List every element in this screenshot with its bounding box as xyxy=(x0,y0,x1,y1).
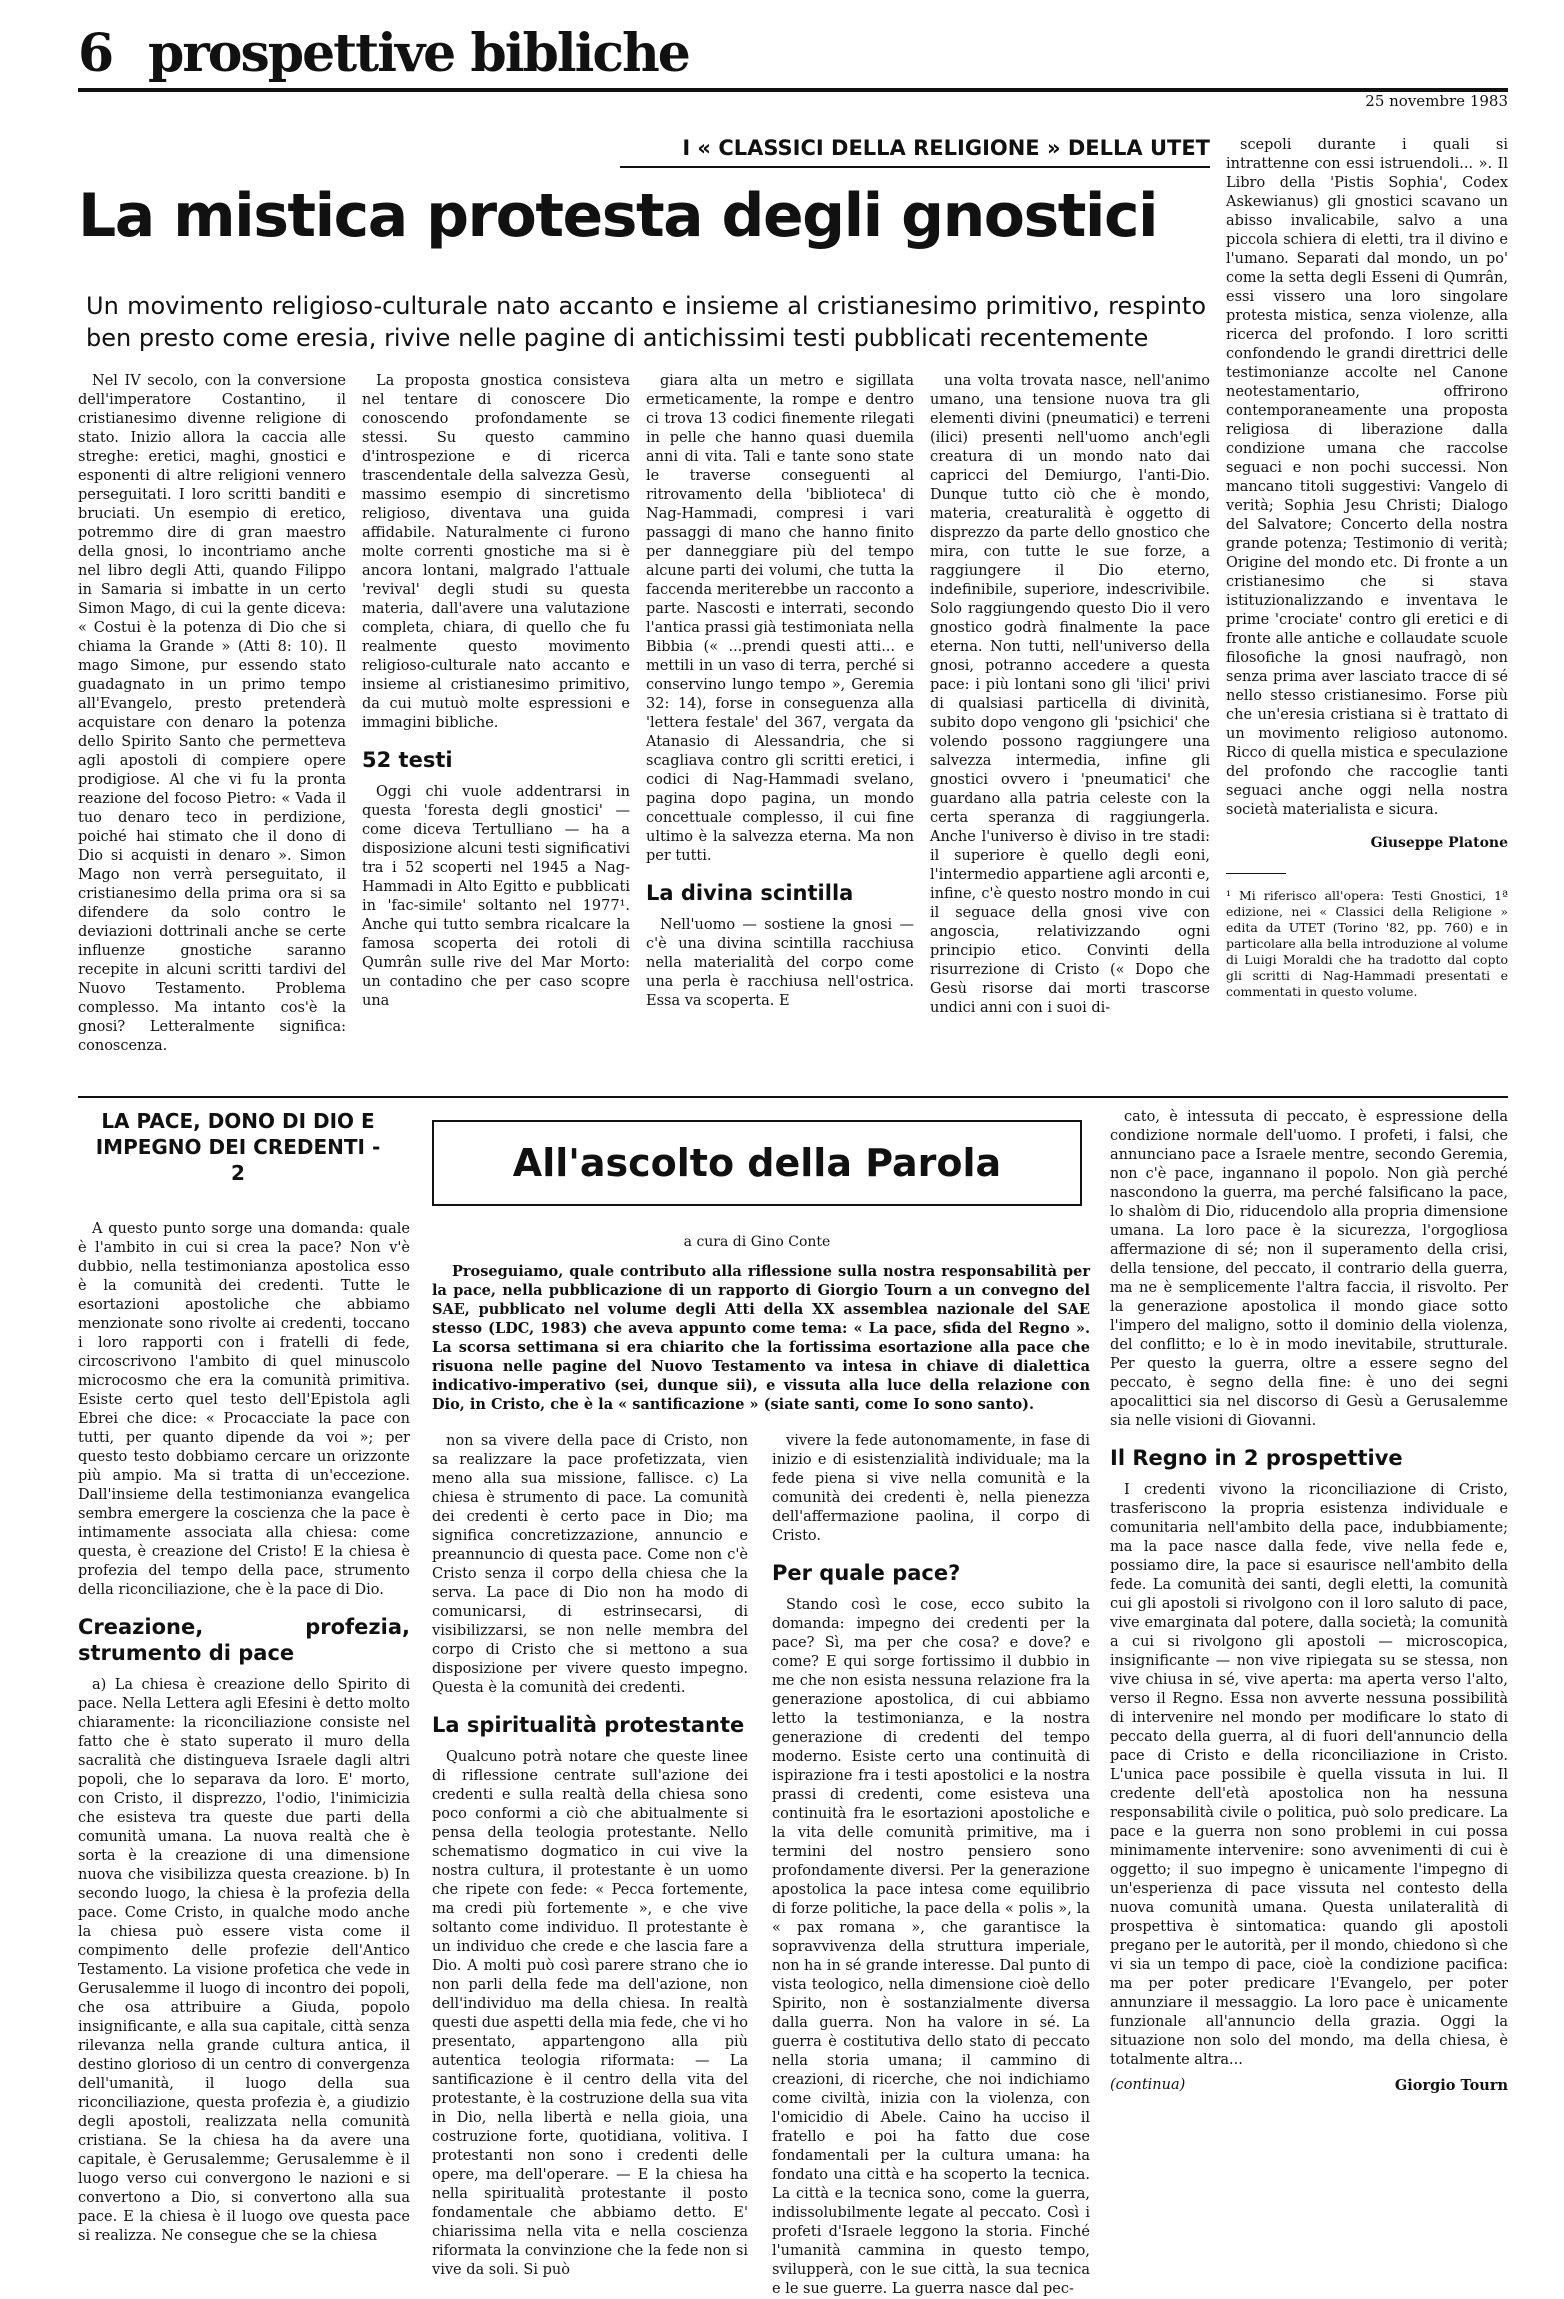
body-text: giara alta un metro e sigillata ermeticamente, la rompe e dentro ci trova 13 codici finemente rilegati in pelle che hanno quasi duemila anni di vita. Tali e tante sono state le traverse conseguenti al ritrovamento della 'biblioteca' di Nag-Hammadi, compresi i vari passaggi di mano che hanno finito per danneggiare più del tempo alcune parti dei volumi, che tutta la faccenda meriterebbe un racconto a parte. Nascosti e interrati, secondo l'antica prassi già testimoniata nella Bibbia (« ...prendi questi atti... e mettili in un vaso di terra, perché si conservino lungo tempo », Geremia 32: 14), forse in conseguenza alla 'lettera festale' del 367, vergata da Atanasio di Alessandria, che si scagliava contro gli scritti eretici, i codici di Nag-Hammadi svelano, pagina dopo pagina, un mondo concettuale complesso, il cui fine ultimo è la salvezza eterna. Ma non per tutti. xyxy=(646,373,914,864)
article1-column-4 xyxy=(930,372,1210,1088)
article2-byline: a cura di Gino Conte xyxy=(683,1234,831,1250)
subheading-spiritualita: La spiritualità protestante xyxy=(432,1713,745,1737)
body-text: Nel IV secolo, con la conversione dell'imperatore Costantino, il cristianesimo divenne religione di stato. Inizio allora la caccia alle streghe: eretici, maghi, gnostici e esponenti di altre religioni vennero perseguitati. I loro scritti banditi e bruciati. Un esempio di eretico, potremmo dire di gran maestro della gnosi, lo incontriamo anche nel libro degli Atti, quando Filippo in Samaria si imbatte in un certo Simon Mago, di cui la gente diceva: « Costui è la potenza di Dio che si chiama la Grande » (Atti 8: 10). Il mago Simone, pur essendo stato guadagnato in un primo tempo all'Evangelo, presto pretenderà acquistare con denaro la potenza dello Spirito Santo che permetteva agli apostoli di compiere opere prodigiose. Al che vi fu la pronta reazione del focoso Pietro: « Vada il tuo denaro teco in perdizione, poiché hai stimato che il dono di Dio si acquisti in denaro ». Simon Mago non verrà perseguitato, il cristianesimo della prima ora si sa difendere da solo contro le deviazioni dottrinali anche se certe influenze gnostiche saranno recepite in alcuni scritti tardivi del Nuovo Testamento. Problema complesso. Ma intanto cos'è la gnosi? Letteralmente significa: conoscenza. xyxy=(78,373,346,1054)
kicker-rule xyxy=(620,166,1210,168)
issue-date: 25 novembre 1983 xyxy=(1365,92,1508,110)
subheading-quale-pace: Per quale pace? xyxy=(772,1561,961,1585)
article-standfirst: Un movimento religioso-culturale nato accanto e insieme al cristianesimo primitivo, respinto ben presto come eresia, rivive nelle pagine di antichissimi testi pubblicati recentemente xyxy=(86,292,1206,352)
article-kicker: I « CLASSICI DELLA RELIGIONE » DELLA UTET xyxy=(682,136,1210,160)
body-text: Oggi chi vuole addentrarsi in questa 'foresta degli gnostici' — come diceva Tertulliano — ha a disposizione alcuni testi significativi tra i 52 scoperti nel 1945 a Nag-Hammadi in Alto Egitto e pubblicati in 'fac-simile' soltanto nel 1977¹. Anche qui tutto sembra ricalcare la famosa scoperta dei rotoli di Qumrân sulle rive del Mar Morto: un contadino che per caso scopre una xyxy=(362,784,630,1009)
article1-column-2 xyxy=(362,372,630,1088)
body-text: cato, è intessuta di peccato, è espressione della condizione normale dell'uomo. I profeti, i falsi, che annunciano pace a Israele mentre, secondo Geremia, non c'è pace, ingannano il popolo. Non già perché nascondono la guerra, ma perché falsificano la pace, lo shalòm di Dio, riducendolo alla propria dimensione umana. La loro pace è la sicurezza, l'orgogliosa affermazione di sé; non il superamento della crisi, della tensione, del peccato, il contrario della guerra, ma ne è semplicemente l'altra faccia, il risvolto. Per la generazione apostolica il mondo giace sotto l'impero del maligno, sotto il dominio della violenza, del conflitto; e lo è in modo inevitabile, strutturale. Per questo la guerra, oltre a essere segno del peccato, è segno della fine: è uno dei segni apocalittici sia nel discorso di Gesù a Gerusalemme sia nelle visioni di Giovanni. xyxy=(1110,1109,1508,1429)
footnote: ¹ Mi riferisco all'opera: Testi Gnostici, 1ª edizione, nei « Classici della Religione » edita da UTET (Torino '82, pp. 760) e in particolare alla bella introduzione al volume di Luigi Moraldi che ha tradotto dal copto gli scritti di Nag-Hammadi presentati e commentati in questo volume. xyxy=(1226,888,1508,999)
article2-author: Giorgio Tourn xyxy=(1394,2077,1508,2094)
section-divider xyxy=(78,1096,1508,1098)
article2-column-1 xyxy=(78,1220,410,2244)
body-text: scepoli durante i quali si intrattenne con essi istruendoli... ». Il Libro della 'Pistis Sophia', Codex Askewianus) gli gnostici scavano un abisso invalicabile, salvo a una piccola schiera di eletti, tra il divino e l'umano. Separati dal mondo, un po' come la setta degli Esseni di Qumrân, essi vissero una loro singolare protesta mistica, senza violenze, alla ricerca del profondo. I loro scritti confondendo le grandi direttrici delle testimonianze accolte nel Canone neotestamentario, offrirono contemporaneamente una proposta religiosa di liberazione dalla condizione umana che raccolse seguaci e non pochi successi. Non mancano titoli suggestivi: Vangelo di verità; Sophia Jesu Christi; Dialogo del Salvatore; Concerto della nostra grande potenza; Testimonio di verità; Origine del mondo etc. Di fronte a un cristianesimo che si stava istituzionalizzando e inventava le prime 'crociate' contro gli eretici e di fronte alle antiche e collaudate scuole filosofiche la gnosi naufragò, non senza prima aver lasciato tracce di sé nello stesso cristianesimo. Forse più che un'eresia cristiana si è trattato di un movimento religioso autonomo. Ricco di quella mistica e speculazione del profondo che raccoglie tanti seguaci anche oggi nella nostra società materialista e sicura. xyxy=(1226,137,1508,818)
article1-column-1 xyxy=(78,372,346,1088)
column-title: All'ascolto della Parola xyxy=(512,1141,1002,1185)
article1-column-5 xyxy=(1226,136,1508,1088)
article2-column-2 xyxy=(432,1432,748,2278)
column-title-box xyxy=(432,1120,1082,1206)
subheading-52-testi: 52 testi xyxy=(362,748,453,772)
article1-column-3 xyxy=(646,372,914,1088)
footnote-rule xyxy=(1226,873,1286,874)
body-text: una volta trovata nasce, nell'animo umano, una tensione nuova tra gli elementi divini (pneumatici) e terreni (ilici) presenti nell'uomo anch'egli creatura di un mondo nato dai capricci del Demiurgo, l'anti-Dio. Dunque tutto ciò che è mondo, materia, creaturalità è oggetto di disprezzo da parte dello gnostico che mira, con tutte le sue forze, a raggiungere il Dio eterno, indefinibile, superiore, indescrivibile. Solo raggiungendo questo Dio il vero gnostico godrà finalmente la pace eterna. Non tutti, nell'universo della gnosi, potranno accedere a questa pace: i più lontani sono gli 'ilici' privi di qualsiasi particella di divinità, subito dopo vengono gli 'psichici' che volendo possono raggiungere una salvezza intermedia, infine gli gnostici ovvero i 'pneumatici' che guardano alla patria celeste con la certa speranza di raggiungerla. Anche l'universo è diviso in tre stadi: il superiore è quello degli eoni, l'intermedio appartiene agli arconti e, infine, c'è questo nostro mondo in cui il seguace della gnosi vive con angoscia, relativizzando ogni principio etico. Convinti della risurrezione di Cristo (« Dopo che Gesù risorse dai morti trascorse undici anni con i suoi di- xyxy=(930,373,1210,1016)
body-text: A questo punto sorge una domanda: quale è l'ambito in cui si crea la pace? Non v'è dubbio, nella testimonianza apostolica esso è la comunità dei credenti. Tutte le esortazioni apostoliche che abbiamo menzionate sono rivolte ai credenti, toccano i loro rapporti con i fratelli di fede, circoscrivono l'ambito di quel minuscolo microcosmo che era la comunità primitiva. Esiste certo quel testo dell'Epistola agli Ebrei che dice: « Procacciate la pace con tutti, per quanto dipende da voi »; per questo testo dobbiamo cercare un orizzonte più ampio. Ma si tratta di un'eccezione. Dall'insieme della testimonianza evangelica sembra emergere la coscienza che la pace è intimamente associata alla chiesa: come questa, è creazione del Cristo! E la chiesa è profezia del tempo della pace, strumento della riconciliazione, che è la pace di Dio. xyxy=(78,1221,410,1598)
section-name: prospettive bibliche xyxy=(148,23,689,84)
body-text: non sa vivere della pace di Cristo, non sa realizzare la pace profetizzata, vien meno alla sua missione, fallisce. c) La chiesa è strumento di pace. La comunità dei credenti è certo pace in Dio; ma significa concretizzazione, annuncio e preannuncio di questa pace. Come non c'è Cristo senza il corpo della chiesa che la serva. La pace di Dio non ha modo di comunicarsi, di estrinsecarsi, di visibilizzarsi, se non nelle membra del corpo di Cristo che si mettono a sua disposizione per vivere questo impegno. Questa è la comunità dei credenti. xyxy=(432,1433,748,1696)
page-number: 6 xyxy=(78,23,114,84)
article2-column-4 xyxy=(1110,1108,1508,2186)
subheading-divina-scintilla: La divina scintilla xyxy=(646,881,854,905)
body-text: a) La chiesa è creazione dello Spirito di pace. Nella Lettera agli Efesini è detto molto chiaramente: la riconciliazione consiste nel fatto che è stato superato il muro della sacralità che distingueva Israele dagli altri popoli, che lo separava da loro. E' morto, con Cristo, il disprezzo, l'odio, l'inimicizia che esisteva tra queste due parti della comunità umana. La nuova realtà che è sorta è la creazione di una dimensione nuova che visibilizza questa creazione. b) In secondo luogo, la chiesa è la profezia della pace. Come Cristo, in qualche modo anche la chiesa può essere vista come il compimento delle profezie dell'Antico Testamento. La visione profetica che vede in Gerusalemme il luogo di incontro dei popoli, che osa attribuire a Giuda, popolo insignificante, e alla sua capitale, città senza rilevanza nella grande cultura antica, il destino glorioso di un centro di convergenza dell'umanità, il luogo della sua riconciliazione, questa profezia è, a giudizio degli apostoli, realizzata nella comunità cristiana. Se la chiesa ha da avere una capitale, è Gerusalemme; Gerusalemme è il luogo verso cui convergono le nazioni e si convertono a Dio, si convertono alla sua pace. E la chiesa è il luogo ove questa pace si realizza. Ne consegue che se la chiesa xyxy=(78,1677,410,2244)
subheading-regno: Il Regno in 2 prospettive xyxy=(1110,1446,1403,1470)
article2-column-3 xyxy=(772,1432,1090,2297)
body-text: Nell'uomo — sostiene la gnosi — c'è una divina scintilla racchiusa nella materialità del corpo come una perla è racchiusa nell'ostrica. Essa va scoperta. E xyxy=(646,917,914,1009)
series-title: LA PACE, DONO DI DIO E IMPEGNO DEI CREDENTI - 2 xyxy=(95,1109,381,1185)
body-text: vivere la fede autonomamente, in fase di inizio e di esistenzialità individuale; ma la fede piena si vive nella comunità e la comunità dei credenti è, nella pienezza dell'affermazione paolina, il corpo di Cristo. xyxy=(772,1433,1090,1544)
continua-label: (continua) xyxy=(1110,2077,1186,2093)
body-text: I credenti vivono la riconciliazione di Cristo, trasferiscono la propria esistenza individuale e comunitaria nell'ambito della pace, indubbiamente; ma la pace nasce dalla fede, vive nella fede e, possiamo dire, la pace si esaurisce nell'ambito della fede. La comunità dei santi, degli eletti, la comunità cui gli apostoli si rivolgono con il loro saluto di pace, vive emarginata dal potere, dalla società; la comunità a cui si rivolgono gli apostoli — microscopica, insignificante — non vive ripiegata su se stessa, non vive chiusa in sé, vive aperta: ma aperta verso l'alto, verso il Regno. Essa non avverte nessuna possibilità di intervenire nel mondo per modificare lo stato di peccato della guerra, al di fuori dell'annuncio della pace di Cristo e della riconciliazione in Cristo. L'unica pace possibile è quella vissuta in lui. Il credente dell'età apostolica non ha nessuna responsabilità civile o politica, può solo predicare. La pace e la guerra non sono problemi in cui possa minimamente intervenire: sono avvenimenti di cui è oggetto; il suo impegno è unicamente l'impegno di un'esperienza di pace vissuta nel contesto della nuova comunità umana. Questa unilateralità di prospettiva è sintomatica: quando gli apostoli pregano per le autorità, per il mondo, chiedono sì che vi sia un tempo di pace, cioè la condizione pacifica: ma per poter predicare l'Evangelo, per poter annunziare il messaggio. La loro pace è unicamente funzionale all'annuncio della grazia. Oggi la situazione non solo del mondo, ma della chiesa, è totalmente altra... xyxy=(1110,1482,1508,2068)
article2-footer xyxy=(1110,2076,1508,2095)
article1-author: Giuseppe Platone xyxy=(1370,835,1508,851)
body-text: Stando così le cose, ecco subito la domanda: impegno dei credenti per la pace? Sì, ma per che cosa? e dove? e come? E qui sorge fortissimo il dubbio in me che non esista nessuna relazione fra la generazione apostolica, di cui abbiamo letto la testimonianza, e la nostra generazione di credenti del tempo moderno. Esiste certo una continuità di ispirazione fra i testi apostolici e la nostra prassi di credenti, come esisteva una continuità fra le esortazioni apostoliche e la vita delle comunità primitive, ma i termini del nostro pensiero sono profondamente diversi. Per la generazione apostolica la pace intesa come equilibrio di forze politiche, la pace della « polis », la « pax romana », che garantisce la sopravvivenza della struttura imperiale, non ha in sé grande interesse. Dal punto di vista teologico, nella dimensione cioè dello Spirito, non è sostanzialmente diversa dalla guerra. Non ha valore in sé. La guerra è costitutiva dello stato di peccato nella storia umana; il cammino di creazioni, di ricerche, che noi indichiamo come civiltà, inizia con la violenza, con l'omicidio di Abele. Caino ha ucciso il fratello e poi ha fatto due cose fondamentali per la cultura umana: ha fondato una città e ha scoperto la tecnica. La città e la tecnica sono, come la guerra, indissolubilmente legate al peccato. Così i profeti d'Israele leggono la storia. Finché l'umanità cammina in questo tempo, svilupperà, con le sue città, la sua tecnica e le sue guerre. La guerra nasce dal pec- xyxy=(772,1597,1090,2297)
body-text: La proposta gnostica consisteva nel tentare di conoscere Dio conoscendo profondamente se stessi. Su questo cammino d'introspezione e di ricerca trascendentale della salvezza Gesù, massimo esempio di sincretismo religioso, diventava una guida affidabile. Naturalmente ci furono molte correnti gnostiche ma si è ancora lontani, malgrado l'attuale 'revival' degli studi su questa materia, dall'avere una valutazione completa, chiara, di quello che fu realmente questo movimento religioso-culturale nato accanto e insieme al cristianesimo primitivo, da cui mutuò molte espressioni e immagini bibliche. xyxy=(362,373,630,731)
article2-intro: Proseguiamo, quale contributo alla riflessione sulla nostra responsabilità per la pace, nella pubblicazione di un rapporto di Giorgio Tourn a un convegno del SAE, pubblicato nel volume degli Atti della XX assemblea nazionale del SAE stesso (LDC, 1983) che aveva appunto come tema: « La pace, sfida del Regno ». La scorsa settimana si era chiarito che la fortissima esortazione alla pace che risuona nelle pagine del Nuovo Testamento va intesa in chiave di dialettica indicativo-imperativo (sei, dunque sii), e vissuta alla luce della relazione con Dio, in Cristo, che è la « santificazione » (siate santi, come Io sono santo). xyxy=(432,1263,1090,1413)
subheading-creazione: Creazione, profezia, strumento di pace xyxy=(78,1615,410,1665)
body-text: Qualcuno potrà notare che queste linee di riflessione centrate sull'azione dei credenti e sulla realtà della chiesa sono poco conformi a ciò che abitualmente si pensa della teologia protestante. Nello schematismo dogmatico in cui vive la nostra cultura, il protestante è un uomo che ripete con fede: « Pecca fortemente, ma credi più fortemente », e che vive soltanto come individuo. Il protestante è un individuo che crede e che lascia fare a Dio. A molti può così parere strano che io non parli della fede ma dell'azione, non dell'individuo ma della chiesa. In realtà questi due aspetti della mia fede, che vi ho presentato, appartengono alla più autentica teologia riformata: — La santificazione è il centro della vita del protestante, è la costruzione della sua vita in Dio, nella libertà e nella gioia, una costruzione forte, quotidiana, volitiva. I protestanti non sono i credenti delle opere, ma dell'operare. — E la chiesa ha nella spiritualità protestante il posto fondamentale che abbiamo detto. E' chiarissima nella vita e nella coscienza riformata la convinzione che la fede non si vive da soli. Si può xyxy=(432,1749,748,2278)
article-headline: La mistica protesta degli gnostici xyxy=(78,181,1158,251)
masthead-rule xyxy=(78,88,1508,92)
